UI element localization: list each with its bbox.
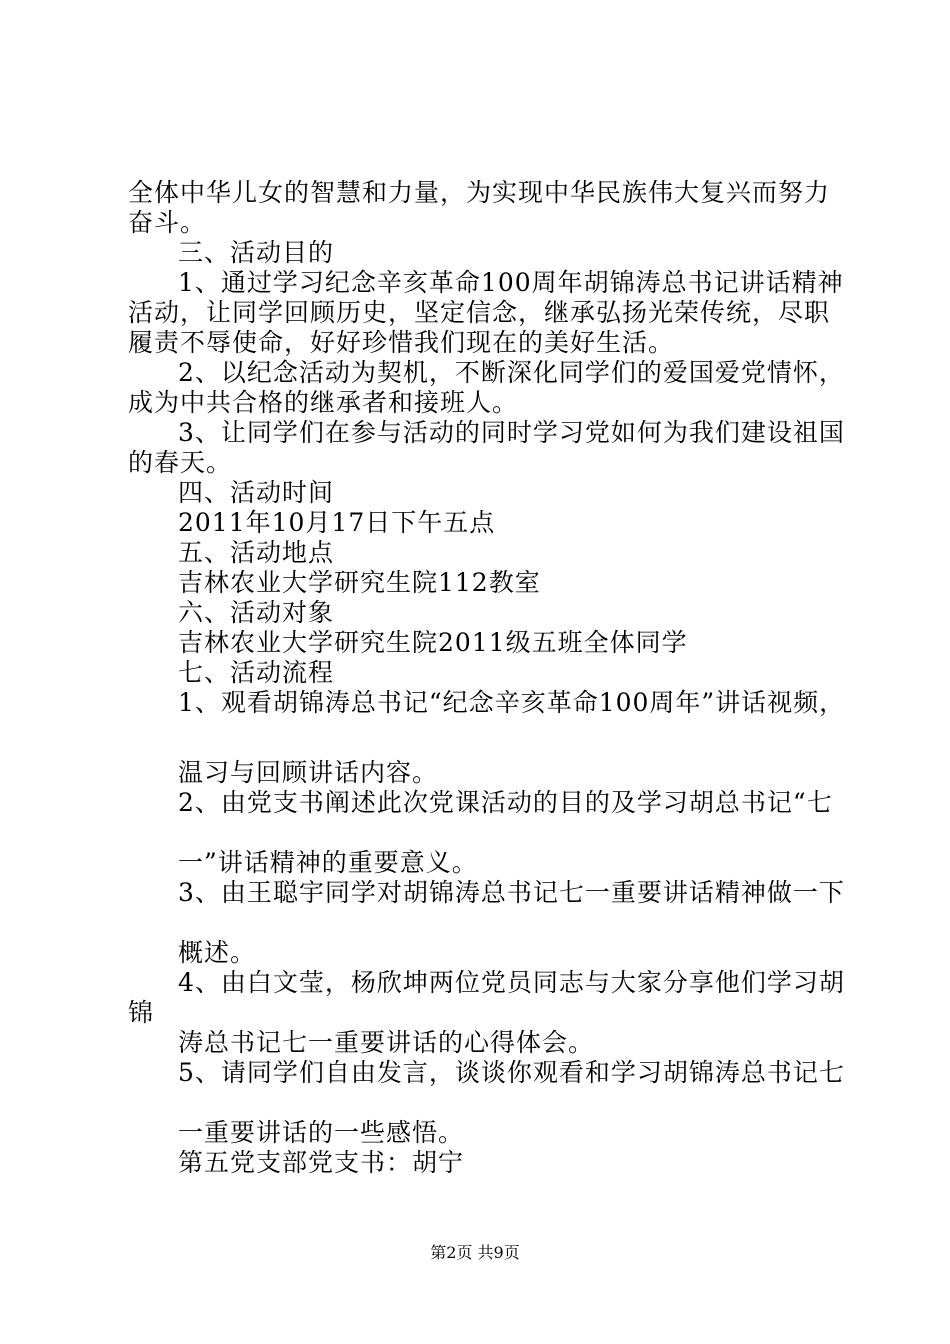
paragraph-line: 吉林农业大学研究生院112教室 <box>178 568 541 597</box>
section-heading: 六、活动对象 <box>178 598 335 627</box>
section-heading: 三、活动目的 <box>178 238 335 267</box>
paragraph-line: 一重要讲话的一些感悟。 <box>178 1118 465 1147</box>
section-heading: 五、活动地点 <box>178 538 335 567</box>
paragraph-line: 涛总书记七一重要讲话的心得体会。 <box>178 1028 595 1057</box>
paragraph-line: 2011年10月17日下午五点 <box>178 508 496 537</box>
paragraph-line: 的春天。 <box>128 448 233 477</box>
paragraph-line: 温习与回顾讲话内容。 <box>178 758 439 787</box>
paragraph-line: 锦 <box>128 998 155 1027</box>
paragraph-line: 3、让同学们在参与活动的同时学习党如何为我们建设祖国 <box>178 418 845 447</box>
section-heading: 七、活动流程 <box>178 658 335 687</box>
paragraph-line: 成为中共合格的继承者和接班人。 <box>128 388 519 417</box>
page-number: 第2页 共9页 <box>430 1243 520 1262</box>
paragraph-line: 概述。 <box>178 938 257 967</box>
paragraph-line: 4、由白文莹，杨欣坤两位党员同志与大家分享他们学习胡 <box>178 968 845 997</box>
section-heading: 四、活动时间 <box>178 478 335 507</box>
paragraph-line: 履责不辱使命，好好珍惜我们现在的美好生活。 <box>128 328 675 357</box>
paragraph-line: 1、观看胡锦涛总书记“纪念辛亥革命100周年”讲话视频， <box>178 688 846 717</box>
paragraph-line: 2、以纪念活动为契机，不断深化同学们的爱国爱党情怀， <box>178 358 845 387</box>
signature-line: 第五党支部党支书：胡宁 <box>178 1148 465 1177</box>
paragraph-line: 吉林农业大学研究生院2011级五班全体同学 <box>178 628 688 657</box>
paragraph-line: 奋斗。 <box>128 208 207 237</box>
paragraph-line: 全体中华儿女的智慧和力量，为实现中华民族伟大复兴而努力 <box>128 178 831 207</box>
paragraph-line: 3、由王聪宇同学对胡锦涛总书记七一重要讲话精神做一下 <box>178 878 845 907</box>
paragraph-line: 1、通过学习纪念辛亥革命100周年胡锦涛总书记讲话精神 <box>178 268 844 297</box>
paragraph-line: 5、请同学们自由发言，谈谈你观看和学习胡锦涛总书记七 <box>178 1058 845 1087</box>
paragraph-line: 一”讲话精神的重要意义。 <box>178 848 478 877</box>
paragraph-line: 活动，让同学回顾历史，坚定信念，继承弘扬光荣传统，尽职 <box>128 298 831 327</box>
paragraph-line: 2、由党支书阐述此次党课活动的目的及学习胡总书记“七 <box>178 788 833 817</box>
